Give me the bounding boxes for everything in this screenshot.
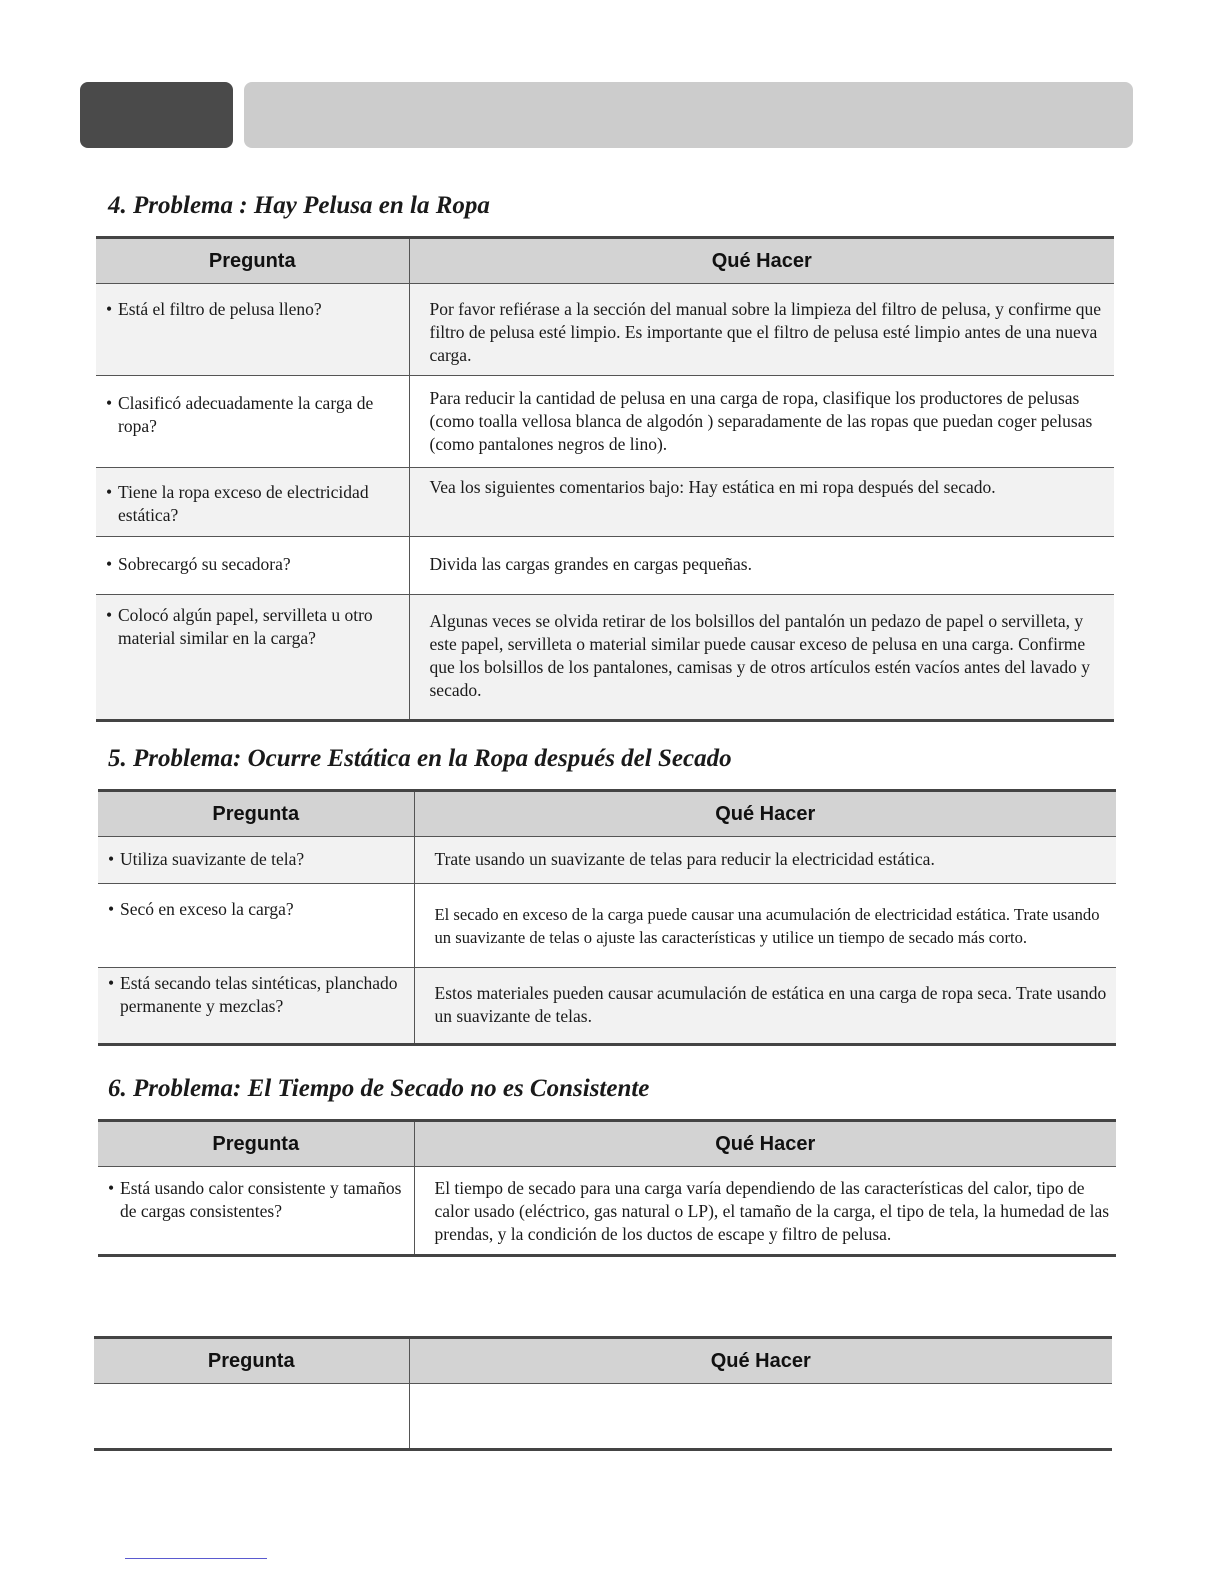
- answer-cell: [409, 468, 1114, 537]
- answer-text: Vea los siguientes comentarios bajo: Hay estática en mi ropa después del secado.: [429, 477, 996, 497]
- question-text: Utiliza suavizante de tela?: [120, 849, 305, 869]
- question-text: Secó en exceso la carga?: [120, 899, 294, 919]
- answer-cell: [409, 376, 1114, 468]
- bullet-icon: •: [106, 554, 113, 574]
- column-header-question: Pregunta: [96, 238, 409, 284]
- bullet-icon: •: [106, 393, 113, 413]
- answer-cell: [409, 537, 1114, 595]
- table-row: [96, 595, 1114, 721]
- question-cell: [96, 537, 409, 595]
- footer-rule: [125, 1558, 267, 1559]
- question-text: Está usando calor consistente y tamaños de cargas consistentes?: [120, 1178, 402, 1221]
- answer-text: Divida las cargas grandes en cargas pequeñas.: [429, 554, 752, 574]
- question-cell: [96, 595, 409, 721]
- bullet-icon: •: [106, 299, 113, 319]
- bullet-icon: •: [106, 605, 113, 625]
- column-header-what-to-do: Qué Hacer: [409, 1338, 1112, 1384]
- question-text: Está secando telas sintéticas, planchado permanente y mezclas?: [120, 973, 398, 1016]
- question-cell: [98, 837, 414, 884]
- question-cell: [96, 376, 409, 468]
- column-header-what-to-do: Qué Hacer: [414, 1121, 1116, 1167]
- answer-cell: [409, 1384, 1112, 1450]
- answer-cell: [414, 968, 1116, 1045]
- troubleshooting-table: [98, 789, 1116, 1046]
- question-text: Sobrecargó su secadora?: [118, 554, 291, 574]
- table-row: [98, 1167, 1116, 1256]
- header-dark-tab: [80, 82, 233, 148]
- answer-cell: [414, 884, 1116, 968]
- question-cell: [98, 968, 414, 1045]
- answer-text: El tiempo de secado para una carga varía dependiendo de las características del calor, tipo de calor usado (eléctrico, gas natural o LP), el tamaño de la carga, el tipo de tela, la humedad de las prendas, y la condición de los ductos de escape y filtro de pelusa.: [434, 1178, 1110, 1244]
- question-text: Colocó algún papel, servilleta u otro material similar en la carga?: [118, 605, 373, 648]
- answer-text: Por favor refiérase a la sección del manual sobre la limpieza del filtro de pelusa, y confirme que filtro de pelusa esté limpio. Es importante que el filtro de pelusa esté limpio antes de una nueva carga.: [429, 299, 1102, 365]
- question-text: Tiene la ropa exceso de electricidad estática?: [118, 482, 369, 525]
- troubleshooting-table: [94, 1336, 1112, 1451]
- column-header-question: Pregunta: [94, 1338, 409, 1384]
- answer-cell: [409, 595, 1114, 721]
- table-row: [98, 968, 1116, 1045]
- table-row: [94, 1384, 1112, 1450]
- answer-cell: [414, 1167, 1116, 1256]
- column-header-what-to-do: Qué Hacer: [414, 791, 1116, 837]
- troubleshooting-table: [96, 236, 1114, 722]
- section-title: 4. Problema : Hay Pelusa en la Ropa: [108, 192, 490, 219]
- answer-cell: [414, 837, 1116, 884]
- answer-text: Algunas veces se olvida retirar de los bolsillos del pantalón un pedazo de papel o servilleta, y este papel, servilleta o material similar puede causar exceso de pelusa en una carga. Confirme que los bolsillos de los pantalones, camisas y de otros artículos estén vacíos antes del lavado y secado.: [429, 611, 1090, 700]
- table-row: [96, 376, 1114, 468]
- table-row: [96, 537, 1114, 595]
- table-row: [98, 837, 1116, 884]
- table-row: [96, 284, 1114, 376]
- table-row: [98, 884, 1116, 968]
- question-cell: [94, 1384, 409, 1450]
- bullet-icon: •: [106, 482, 113, 502]
- question-cell: [98, 884, 414, 968]
- answer-text: Trate usando un suavizante de telas para reducir la electricidad estática.: [434, 849, 935, 869]
- column-header-what-to-do: Qué Hacer: [409, 238, 1114, 284]
- question-cell: [98, 1167, 414, 1256]
- bullet-icon: •: [108, 973, 115, 993]
- troubleshooting-table: [98, 1119, 1116, 1257]
- column-header-question: Pregunta: [98, 1121, 414, 1167]
- bullet-icon: •: [108, 899, 115, 919]
- answer-text: El secado en exceso de la carga puede causar una acumulación de electricidad estática. Trate usando un suavizante de telas o ajuste las características y utilice un tiempo de secado más corto.: [434, 905, 1100, 947]
- section-title: 5. Problema: Ocurre Estática en la Ropa después del Secado: [108, 745, 732, 772]
- column-header-question: Pregunta: [98, 791, 414, 837]
- answer-text: Para reducir la cantidad de pelusa en una carga de ropa, clasifique los productores de pelusas (como toalla vellosa blanca de algodón ) separadamente de las ropas que puedan coger pelusas (como pantalones negros de lino).: [429, 388, 1093, 454]
- section-title: 6. Problema: El Tiempo de Secado no es Consistente: [108, 1075, 650, 1102]
- question-text: Está el filtro de pelusa lleno?: [118, 299, 322, 319]
- bullet-icon: •: [108, 1178, 115, 1198]
- answer-cell: [409, 284, 1114, 376]
- question-cell: [96, 284, 409, 376]
- table-row: [96, 468, 1114, 537]
- bullet-icon: •: [108, 849, 115, 869]
- question-cell: [96, 468, 409, 537]
- question-text: Clasificó adecuadamente la carga de ropa?: [118, 393, 374, 436]
- header-light-bar: [244, 82, 1133, 148]
- answer-text: Estos materiales pueden causar acumulación de estática en una carga de ropa seca. Trate usando un suavizante de telas.: [434, 983, 1107, 1026]
